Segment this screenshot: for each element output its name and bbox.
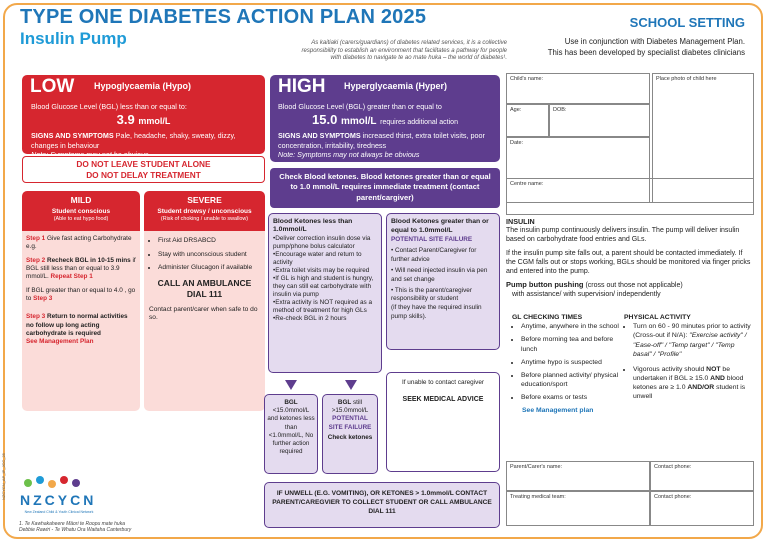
ketones-less-item: •Deliver correction insulin dose via pump/phone bolus calculator — [273, 234, 371, 250]
photo-placeholder: Place photo of child here — [652, 73, 754, 203]
mild-sub: (Able to eat hypo food) — [53, 216, 109, 222]
severe-status: Student drowsy / unconscious — [157, 208, 252, 215]
low-body — [22, 98, 265, 159]
tagline: As kaitiaki (carers/guardians) of diabetes related services, it is a collective responsibility to establish an environment that facilitates a pathway for people with diabetes to navigate te ao mate huka – the world of diabetes¹. — [301, 40, 507, 61]
physical-item: • Turn on 60 - 90 minutes prior to activity (Cross-out if N/A): "Exercise activity" / "Ease-off" / "Temp target" / "Temp basal" / "Profile" — [633, 322, 754, 359]
date-field[interactable]: Date: — [506, 137, 650, 203]
bgl-no-action-box: BGL <15.0mmol/L and ketones less than <1.0mmol/L, No further action required — [264, 394, 318, 474]
ketones-less-item: •Extra toilet visits may be required — [273, 266, 370, 274]
arrow-down-icon — [285, 380, 297, 390]
parent-phone-field[interactable]: Contact phone: — [650, 461, 754, 491]
medical-team-field[interactable]: Treating medical team: — [506, 491, 650, 526]
bgl-still-high-box: BGL still >15.0mmol/L POTENTIAL SITE FAILURE Check ketones — [322, 394, 378, 474]
call-ambulance: CALL AN AMBULANCE DIAL 111 — [157, 277, 252, 299]
logo-subtext: New Zealand Child & Youth Clinical Network — [24, 510, 94, 514]
insulin-p2: If the insulin pump site falls out, a parent should be contacted immediately. If the CGM falls out or stops working, BGLs should be monitored via finger pricks and entered into the pump. — [506, 249, 751, 275]
unable-contact-box: If unable to contact caregiver SEEK MEDICAL ADVICE — [386, 372, 500, 472]
site-failure-label: POTENTIAL SITE FAILURE — [391, 235, 473, 243]
physical-item: • Vigorous activity should NOT be undertaken if BGL ≥ 15.0 AND blood ketones are ≥ 1.0 AND/OR student is unwell — [633, 365, 754, 402]
logo-text: NZCYCN — [20, 492, 97, 508]
low-label: LOW — [30, 76, 75, 97]
ketones-greater-note: (if they have the required insulin pump skills). — [391, 304, 482, 321]
nzcycn-logo-icon — [20, 474, 90, 492]
gl-time-item: • Anytime hypo is suspected — [521, 358, 622, 367]
high-bgl-text: Blood Glucose Level (BGL) greater than or equal to — [278, 102, 442, 111]
high-header — [270, 75, 500, 98]
ketones-less-item: •If GL is high and student is hungry, they can still eat carbohydrate with insulin via pump — [273, 274, 374, 298]
high-signs: SIGNS AND SYMPTOMS increased thirst, extra toilet visits, poor concentration, irritability, tiredness — [278, 131, 485, 150]
severe-body — [144, 231, 265, 411]
mild-body — [22, 231, 140, 411]
severe-item: • Stay with unconscious student — [158, 251, 260, 260]
insulin-section — [506, 217, 753, 299]
high-note: Note: Symptoms may not always be obvious — [278, 149, 420, 159]
header-note-line2: This has been developed by specialist diabetes clinicians — [547, 48, 745, 58]
medical-phone-field[interactable]: Contact phone: — [650, 491, 754, 526]
centre-name-field[interactable]: Centre name: — [506, 178, 754, 203]
severe-item: • Administer Glucagon if available — [158, 264, 260, 273]
low-value: 3.9 mmol/L — [116, 112, 171, 128]
header-note-line1: Use in conjunction with Diabetes Management Plan. — [564, 37, 745, 46]
ketones-less-box — [268, 213, 382, 373]
ketones-less-title: Blood Ketones less than 1.0mmol/L — [273, 218, 353, 234]
ketones-less-item: •Encourage water and return to activity — [273, 250, 362, 266]
gl-time-item: • Before exams or tests — [521, 393, 622, 402]
low-note: Note: Symptoms may not be obvious — [31, 149, 149, 159]
insulin-p1: The insulin pump continuously delivers insulin. The pump will deliver insulin based on carbohydrate food entries and GLs. — [506, 227, 740, 244]
low-signs: SIGNS AND SYMPTOMS Pale, headache, shaky, sweaty, dizzy, changes in behaviour — [31, 131, 236, 150]
ketones-greater-item: • This is the parent/caregiver responsibility or student — [391, 286, 472, 303]
do-not-leave-alone: DO NOT LEAVE STUDENT ALONE DO NOT DELAY TREATMENT — [22, 156, 265, 183]
page-title: TYPE ONE DIABETES ACTION PLAN 2025 — [20, 6, 427, 28]
mild-step1: Step 1 Give fast acting Carbohydrate e.g. — [26, 235, 132, 251]
high-value: 15.0 mmol/L requires additional action — [312, 112, 458, 128]
mild-status: Student conscious — [51, 208, 111, 215]
high-label: HIGH — [278, 76, 326, 97]
ketones-greater-item: • Will need injected insulin via pen and set change — [391, 266, 488, 283]
childs-name-field[interactable]: Child's name: — [506, 73, 650, 104]
low-header — [22, 75, 265, 98]
centre-spacer — [506, 203, 754, 215]
gl-times-title: GL CHECKING TIMES — [512, 314, 583, 321]
gl-time-item: • Before planned activity/ physical education/sport — [521, 371, 622, 389]
ketones-greater-item: • Contact Parent/Caregiver for further advice — [391, 246, 477, 263]
low-bgl-text: Blood Glucose Level (BGL) less than or equal to: — [31, 102, 187, 111]
see-management-plan-link-2[interactable]: See Management plan — [522, 407, 594, 415]
page-subtitle: Insulin Pump — [20, 29, 127, 48]
high-sub: Hyperglycaemia (Hyper) — [344, 81, 448, 91]
ketones-greater-title: Blood Ketones greater than or equal to 1.0mmol/L — [391, 218, 489, 234]
gl-checking-times — [512, 313, 622, 416]
severe-title: SEVERE — [187, 195, 222, 205]
severe-sub: (Risk of choking / unable to swallow) — [160, 216, 249, 222]
gl-time-item: • Before morning tea and before lunch — [521, 335, 622, 353]
ketones-less-item: •Re-check BGL in 2 hours — [273, 314, 347, 322]
unwell-banner: IF UNWELL (E.G. VOMITING), OR KETONES > 1.0mmol/L CONTACT PARENT/CAREGVIER TO COLLECT STUDENT OR CALL AMBULANCE DIAL 111 — [264, 482, 500, 528]
pump-button-pushing: Pump button pushing (cross out those not applicable) — [506, 279, 683, 289]
ketones-less-item: •Extra activity is NOT required as a method of treatment for high GLs — [273, 298, 373, 314]
gl-time-item: • Anytime, anywhere in the school — [521, 322, 622, 331]
age-field[interactable]: Age: — [506, 104, 549, 137]
mild-greater: If BGL greater than or equal to 4.0 , go to Step 3 — [26, 286, 136, 302]
school-setting-label: SCHOOL SETTING — [629, 15, 745, 30]
severe-contact: Contact parent/carer when safe to do so. — [149, 305, 258, 322]
physical-activity — [624, 313, 754, 406]
insulin-title: INSULIN — [506, 217, 535, 226]
parent-name-field[interactable]: Parent/Carer's name: — [506, 461, 650, 491]
check-ketones-banner: Check Blood ketones. Blood ketones greater than or equal to 1.0 mmol/L requires immediate treatment (contact parent/cargiver) — [270, 168, 500, 208]
header-note — [548, 36, 745, 59]
document-code: NZCYCN_AP_IP_JCC_25 — [1, 453, 6, 500]
severe-item: • First Aid DRSABCD — [158, 237, 260, 246]
arrow-down-icon — [345, 380, 357, 390]
high-body — [270, 98, 500, 162]
dob-field[interactable]: DOB: — [549, 104, 650, 137]
mild-title: MILD — [70, 195, 92, 205]
mild-step3: Step 3 Return to normal activities no follow up long acting carbohydrate is required See Management Plan — [26, 313, 128, 346]
footnote: 1. Te Kawhakaheere Māori te Roopu mate huka Debbie Rawiri - Te Whatu Ora Waitaha Canterbury — [19, 521, 132, 534]
see-management-plan-link[interactable]: See Management Plan — [26, 338, 94, 346]
severe-header — [144, 191, 265, 231]
pump-pushing-options[interactable]: with assistance/ with supervision/ independently — [512, 290, 661, 298]
mild-step2: Step 2 Recheck BGL in 10-15 mins if BGL still less than or equal to 3.9 mmol/L. Repeat Step 1 — [26, 256, 136, 281]
physical-title: PHYSICAL ACTIVITY — [624, 314, 691, 321]
ketones-greater-box — [386, 213, 500, 350]
low-sub: Hypoglycaemia (Hypo) — [94, 81, 192, 91]
mild-header — [22, 191, 140, 231]
